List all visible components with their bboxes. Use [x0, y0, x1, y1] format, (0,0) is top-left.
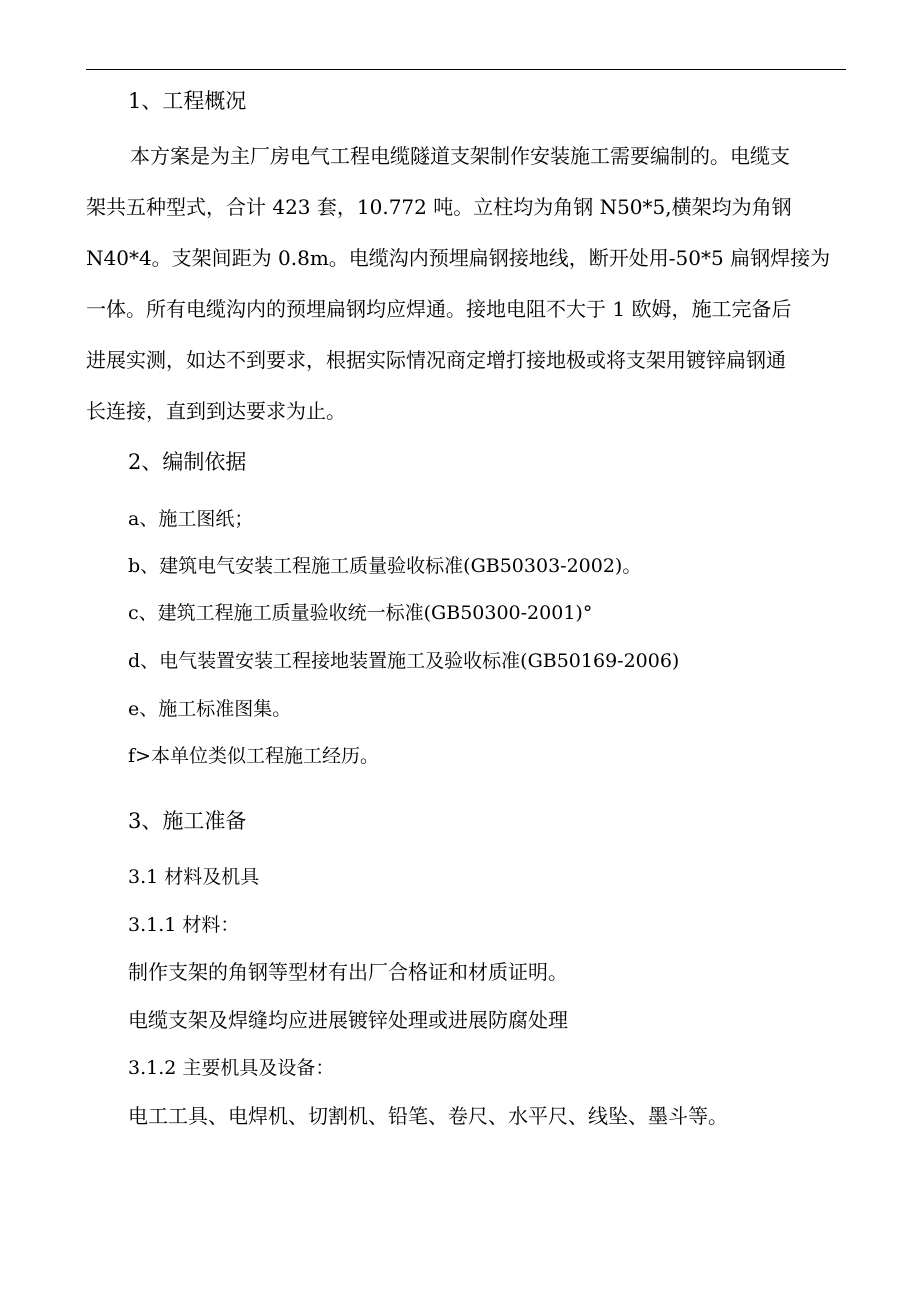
basis-item: f>本单位类似工程施工经历。	[128, 745, 379, 767]
basis-item: e、施工标准图集。	[128, 698, 292, 720]
header-rule	[86, 69, 846, 70]
section-1-heading: 1、工程概况	[128, 89, 247, 113]
section-3-heading: 3、施工准备	[128, 809, 247, 833]
subsection-3-1-2-heading: 3.1.2 主要机具及设备：	[128, 1057, 335, 1079]
subsection-3-1-heading: 3.1 材料及机具	[128, 866, 260, 888]
paragraph-line: 进展实测，如达不到要求，根据实际情况商定增打接地极或将支架用镀锌扁钢通	[86, 348, 786, 372]
section-1-paragraph	[86, 143, 848, 449]
paragraph-line: 本方案是为主厂房电气工程电缆隧道支架制作安装施工需要编制的。电缆支	[130, 144, 790, 168]
paragraph-line: 一体。所有电缆沟内的预埋扁钢均应焊通。接地电阻不大于 1 欧姆，施工完备后	[86, 297, 792, 321]
paragraph-line: 长连接，直到到达要求为止。	[86, 399, 346, 423]
paragraph-line: N40*4。支架间距为 0.8m。电缆沟内预埋扁钢接地线，断开处用-50*5 扁钢焊接为	[86, 246, 831, 270]
basis-item: b、建筑电气安装工程施工质量验收标准(GB50303-2002)。	[128, 555, 642, 577]
subsection-3-1-1-heading: 3.1.1 材料：	[128, 914, 240, 936]
section-2-heading: 2、编制依据	[128, 450, 247, 474]
tools-line: 电工工具、电焊机、切割机、铅笔、卷尺、水平尺、线坠、墨斗等。	[128, 1104, 728, 1128]
basis-item: d、电气装置安装工程接地装置施工及验收标准(GB50169-2006)	[128, 650, 680, 672]
basis-item: a、施工图纸；	[128, 508, 254, 530]
paragraph-line: 架共五种型式，合计 423 套，10.772 吨。立柱均为角钢 N50*5,横架均为角钢	[86, 195, 792, 219]
basis-item: c、建筑工程施工质量验收统一标准(GB50300-2001)°	[128, 602, 593, 624]
material-line: 电缆支架及焊缝均应进展镀锌处理或进展防腐处理	[128, 1008, 568, 1032]
material-line: 制作支架的角钢等型材有出厂合格证和材质证明。	[128, 960, 568, 984]
